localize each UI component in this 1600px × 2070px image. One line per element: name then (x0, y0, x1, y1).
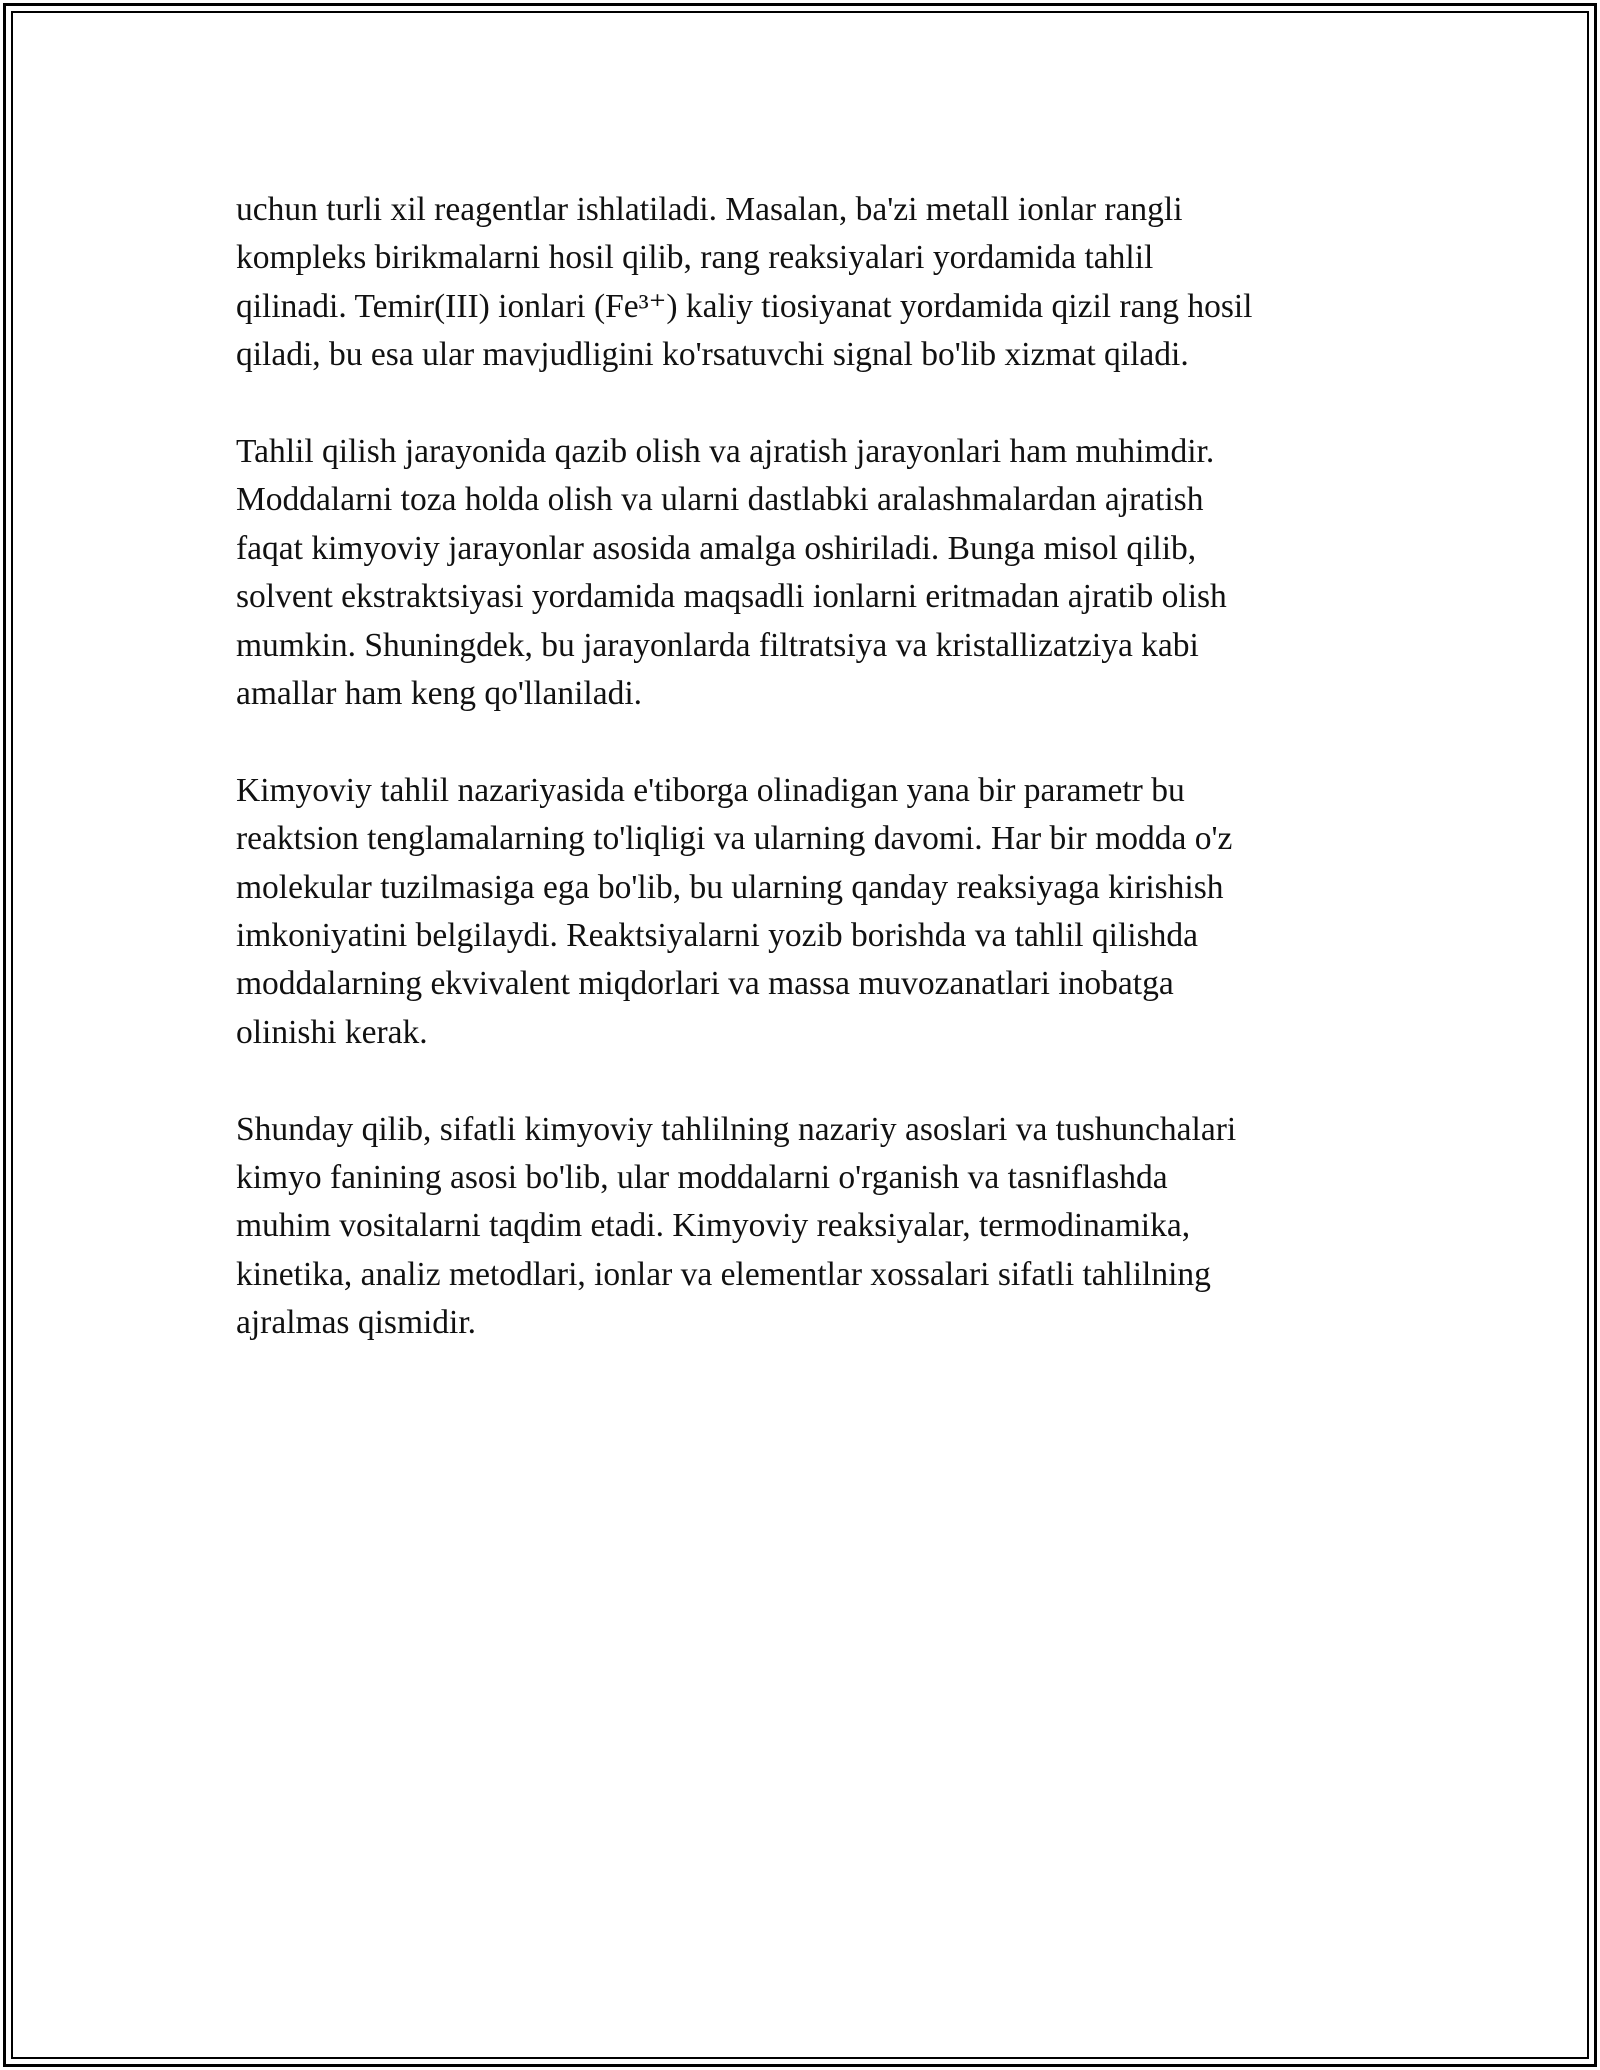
paragraph-conclusion: Shunday qilib, sifatli kimyoviy tahlilning nazariy asoslari va tushunchalari kimyo fanining asosi bo'lib, ular moddalarni o'rganish va tasniflashda muhim vositalarni taqdim etadi. Kimyoviy reaksiyalar, termodinamika, kinetika, analiz metodlari, ionlar va elementlar xossalari sifatli tahlilning ajralmas qismidir. (236, 1110, 1237, 1342)
paragraph-reaction-equations: Kimyoviy tahlil nazariyasida e'tiborga olinadigan yana bir parametr bu reaktsion tenglamalarning to'liqligi va ularning davomi. Har bir modda o'z molekular tuzilmasiga ega bo'lib, bu ularning qanday reaksiyaga kirishish imkoniyatini belgilaydi. Reaktsiyalarni yozib borishda va tahlil qilishda moddalarning ekvivalent miqdorlari va massa muvozanatlari inobatga olinishi kerak. (236, 771, 1233, 1051)
paragraph-reagents: uchun turli xil reagentlar ishlatiladi. Masalan, ba'zi metall ionlar rangli kompleks birikmalarni hosil qilib, rang reaksiyalari yordamida tahlil qilinadi. Temir(III) ionlari (Fe³⁺) kaliy tiosiyanat yordamida qizil rang hosil qiladi, bu esa ular mavjudligini ko'rsatuvchi signal bo'lib xizmat qiladi. (236, 191, 1253, 374)
document-body (236, 186, 1376, 1396)
paragraph-extraction: Tahlil qilish jarayonida qazib olish va ajratish jarayonlari ham muhimdir. Moddalarni toza holda olish va ularni dastlabki aralashmalardan ajratish faqat kimyoviy jarayonlar asosida amalga oshiriladi. Bunga misol qilib, solvent ekstraktsiyasi yordamida maqsadli ionlarni eritmadan ajratib olish mumkin. Shuningdek, bu jarayonlarda filtratsiya va kristallizatziya kabi amallar ham keng qo'llaniladi. (236, 433, 1227, 713)
